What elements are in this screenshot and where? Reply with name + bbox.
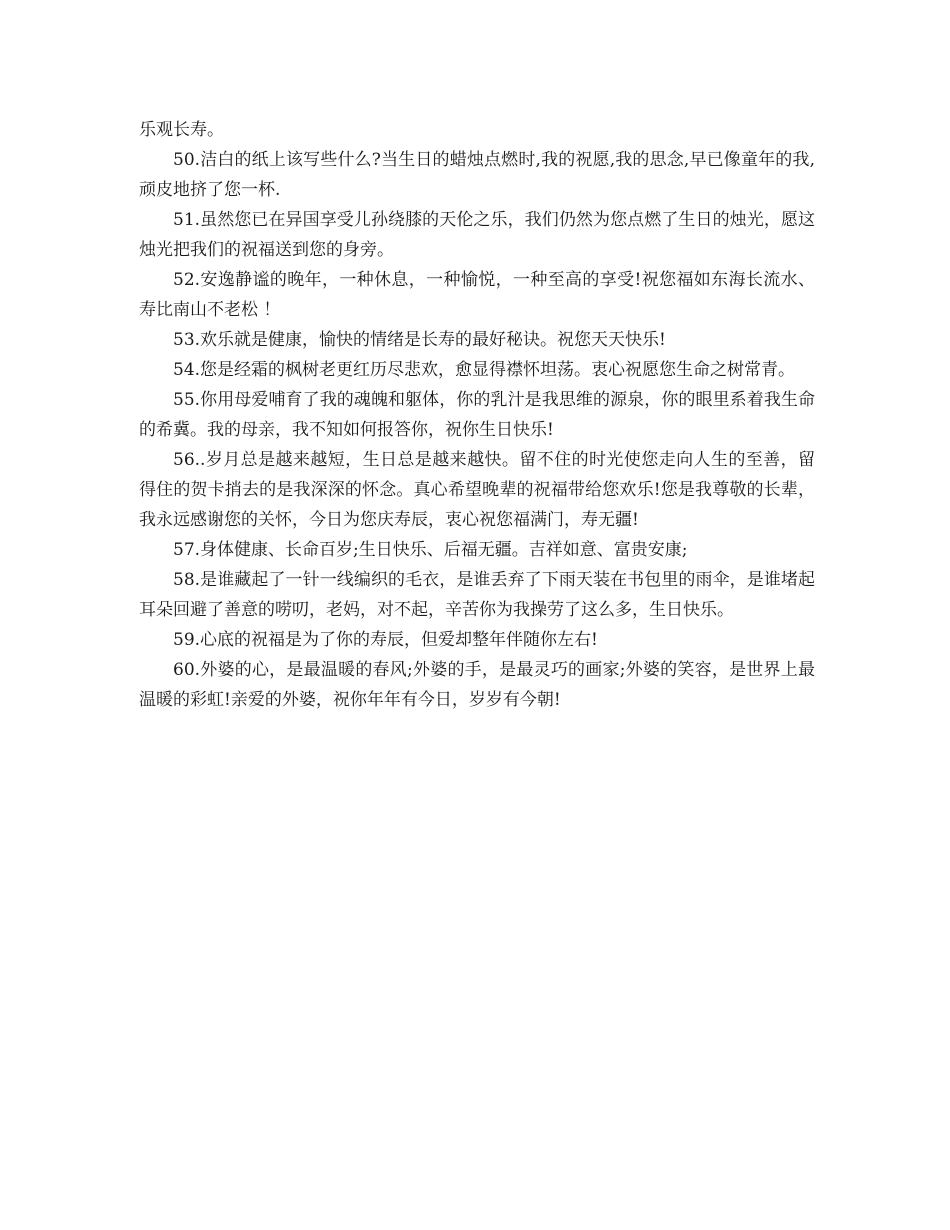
paragraph-51: 51.虽然您已在异国享受儿孙绕膝的天伦之乐，我们仍然为您点燃了生日的烛光，愿这烛光把我们的祝福送到您的身旁。 xyxy=(139,210,815,260)
document-body xyxy=(139,115,815,715)
paragraph-60: 60.外婆的心，是最温暖的春风;外婆的手，是最灵巧的画家;外婆的笑容，是世界上最温暖的彩虹!亲爱的外婆，祝你年年有今日，岁岁有今朝! xyxy=(139,660,815,710)
paragraph-59: 59.心底的祝福是为了你的寿辰，但爱却整年伴随你左右! xyxy=(173,630,598,650)
paragraph-50: 50.洁白的纸上该写些什么?当生日的蜡烛点燃时,我的祝愿,我的思念,早已像童年的我,顽皮地挤了您一杯. xyxy=(139,150,815,200)
paragraph-54: 54.您是经霜的枫树老更红历尽悲欢，愈显得襟怀坦荡。衷心祝愿您生命之树常青。 xyxy=(173,360,796,380)
paragraph-55: 55.你用母爱哺育了我的魂魄和躯体，你的乳汁是我思维的源泉，你的眼里系着我生命的希冀。我的母亲，我不知如何报答你，祝你生日快乐! xyxy=(139,390,815,440)
paragraph-52: 52.安逸静谧的晚年，一种休息，一种愉悦，一种至高的享受!祝您福如东海长流水、寿比南山不老松 ！ xyxy=(139,270,815,320)
paragraph-57: 57.身体健康、长命百岁;生日快乐、后福无疆。吉祥如意、富贵安康; xyxy=(173,540,688,560)
paragraph-58: 58.是谁藏起了一针一线编织的毛衣，是谁丢弃了下雨天装在书包里的雨伞，是谁堵起耳朵回避了善意的唠叨，老妈，对不起，辛苦你为我操劳了这么多，生日快乐。 xyxy=(139,570,815,620)
paragraph-53: 53.欢乐就是健康，愉快的情绪是长寿的最好秘诀。祝您天天快乐! xyxy=(173,330,666,350)
paragraph-56: 56..岁月总是越来越短，生日总是越来越快。留不住的时光使您走向人生的至善，留得住的贺卡捎去的是我深深的怀念。真心希望晚辈的祝福带给您欢乐!您是我尊敬的长辈，我永远感谢您的关怀，今日为您庆寿辰，衷心祝您福满门，寿无疆! xyxy=(139,450,815,530)
paragraph-continuation: 乐观长寿。 xyxy=(139,120,224,140)
